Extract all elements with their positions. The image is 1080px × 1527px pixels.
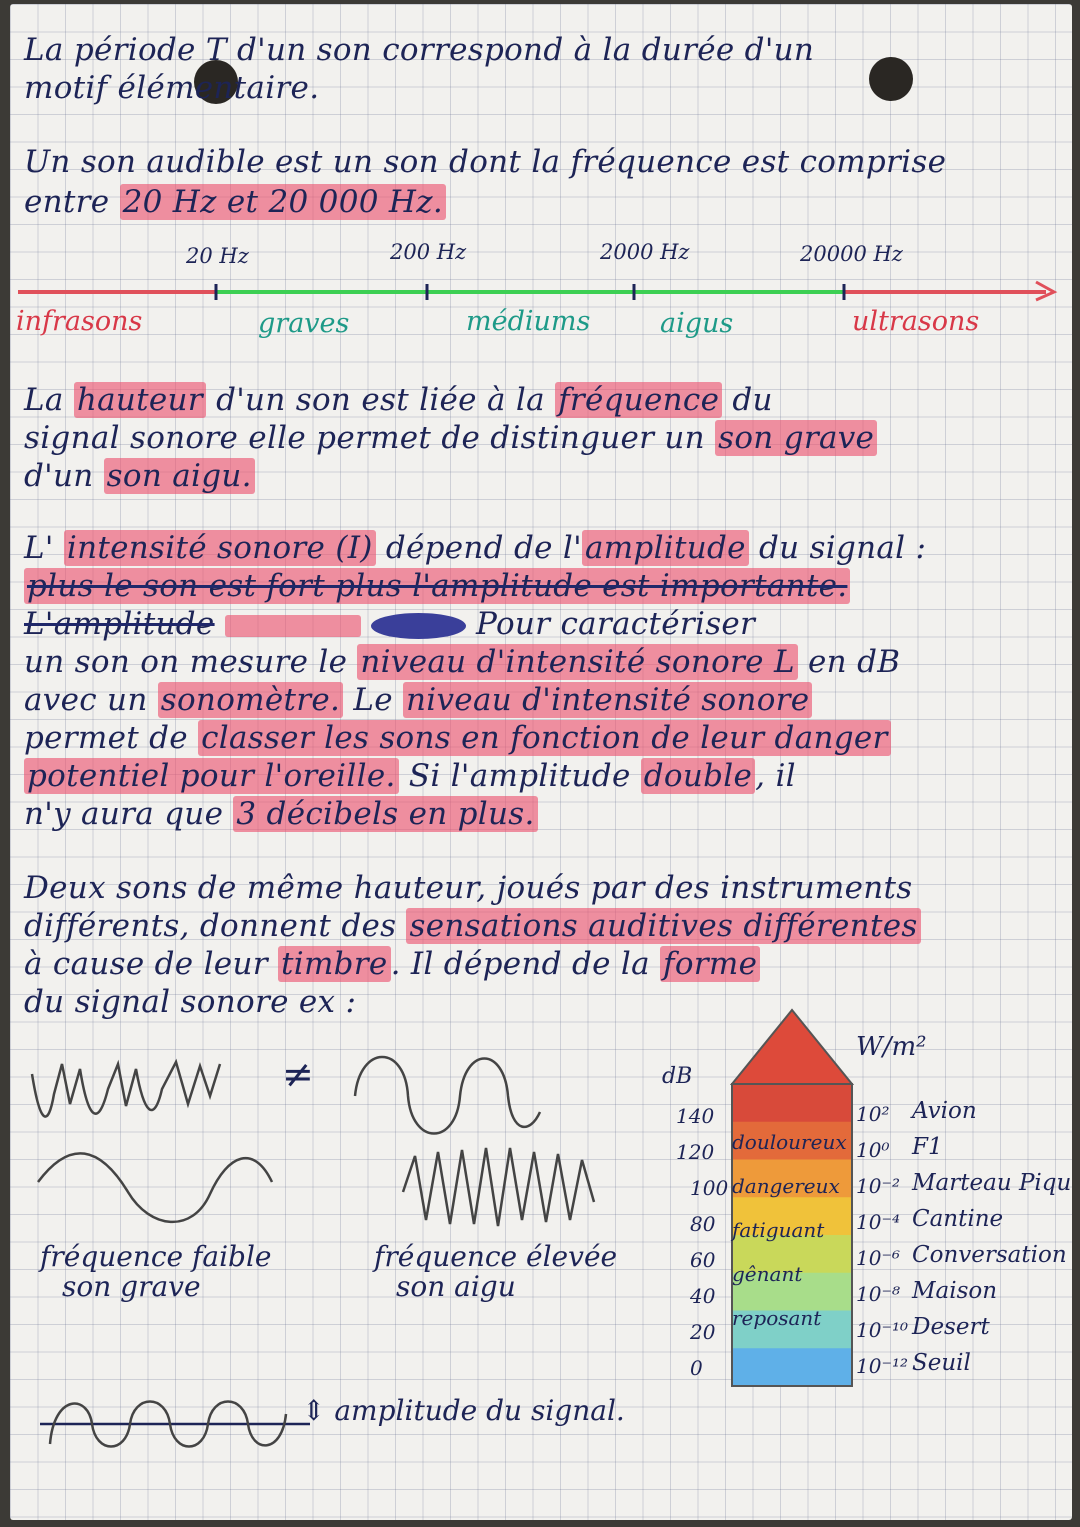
text-line <box>24 568 850 604</box>
axis-tick-label: 20 Hz <box>186 244 249 268</box>
text-line: entre 20 Hz et 20 000 Hz. <box>24 184 446 220</box>
sound-source: Cantine <box>912 1206 1004 1232</box>
text-line: potentiel pour l'oreille. Si l'amplitude double, il <box>24 758 796 794</box>
intensity-value: 10⁻¹⁰ <box>856 1318 909 1342</box>
band-label: ultrasons <box>852 306 980 337</box>
sound-level-tower <box>722 1004 862 1394</box>
struck-text: L'amplitude <box>24 606 215 642</box>
highlight: classer les sons en fonction de leur danger <box>198 720 891 756</box>
text-line: différents, donnent des sensations auditives différentes <box>24 908 921 944</box>
low-frequency-wave <box>38 1153 272 1222</box>
text-line: motif élémentaire. <box>24 70 320 106</box>
text-line: Deux sons de même hauteur, joués par des instruments <box>24 870 913 906</box>
axis-tick-label: 2000 Hz <box>600 240 690 264</box>
intensity-value: 10⁻² <box>856 1174 901 1198</box>
band-label: infrasons <box>16 306 143 337</box>
scale-band <box>732 1084 852 1122</box>
highlight: potentiel pour l'oreille. <box>24 758 399 794</box>
highlight: fréquence <box>555 382 722 418</box>
danger-category: dangereux <box>732 1174 840 1198</box>
sound-source: Maison <box>912 1278 998 1304</box>
highlight: amplitude <box>582 530 749 566</box>
text-line: du signal sonore ex : <box>24 984 357 1020</box>
sound-source: Seuil <box>912 1350 971 1376</box>
text-line: signal sonore elle permet de distinguer un son grave <box>24 420 877 456</box>
text-line: avec un sonomètre. Le niveau d'intensité sonore <box>24 682 812 718</box>
highlight: son grave <box>715 420 877 456</box>
db-value: 80 <box>690 1212 716 1236</box>
db-value: 60 <box>690 1248 716 1272</box>
text-line: n'y aura que 3 décibels en plus. <box>24 796 538 832</box>
db-unit-label: dB <box>662 1064 693 1089</box>
danger-category: douloureux <box>732 1130 847 1154</box>
sound-source: Avion <box>912 1098 977 1124</box>
sound-source: F1 <box>912 1134 943 1160</box>
sound-source: Desert <box>912 1314 990 1340</box>
complex-wave <box>32 1062 220 1117</box>
highlight: niveau d'intensité sonore <box>403 682 812 718</box>
text-line: La hauteur d'un son est liée à la fréquence du <box>24 382 773 418</box>
high-frequency-wave <box>403 1148 594 1226</box>
danger-category: fatiguant <box>732 1218 825 1242</box>
band-label: médiums <box>466 306 591 337</box>
text-line: Un son audible est un son dont la fréquence est comprise <box>24 144 947 180</box>
struck-text: plus le son est fort plus l'amplitude est importante. <box>24 568 850 604</box>
text-line: permet de classer les sons en fonction de leur danger <box>24 720 891 756</box>
highlight: son aigu. <box>104 458 255 494</box>
db-value: 140 <box>676 1104 715 1128</box>
caption-amplitude: ⇕ amplitude du signal. <box>302 1394 625 1427</box>
scale-band <box>732 1348 852 1386</box>
axis-tick-label: 20000 Hz <box>800 242 903 266</box>
highlight: hauteur <box>74 382 206 418</box>
axis-tick-label: 200 Hz <box>390 240 467 264</box>
db-value: 40 <box>690 1284 716 1308</box>
caption-high-frequency: fréquence élevée son aigu <box>374 1240 618 1303</box>
highlight: double <box>641 758 755 794</box>
text-line: L' intensité sonore (I) dépend de l'amplitude du signal : <box>24 530 927 566</box>
db-value: 120 <box>676 1140 715 1164</box>
highlight: intensité sonore (I) <box>64 530 376 566</box>
highlight: 3 décibels en plus. <box>233 796 537 832</box>
caption-low-frequency: fréquence faible son grave <box>40 1240 272 1303</box>
sound-source: Conversation <box>912 1242 1067 1268</box>
highlight: forme <box>660 946 760 982</box>
intensity-unit-label: W/m² <box>856 1032 927 1062</box>
danger-category: gênant <box>732 1262 803 1286</box>
text-line: L'amplitude Pour caractériser <box>24 606 756 642</box>
highlight: timbre <box>278 946 391 982</box>
highlight: niveau d'intensité sonore L <box>357 644 797 680</box>
intensity-value: 10⁻⁸ <box>856 1282 901 1306</box>
intensity-value: 10⁻⁴ <box>856 1210 901 1234</box>
highlight: sonomètre. <box>158 682 343 718</box>
intensity-value: 10⁻¹² <box>856 1354 909 1378</box>
highlight: 20 Hz et 20 000 Hz. <box>120 184 446 220</box>
notebook-page <box>10 4 1072 1520</box>
text-line: d'un son aigu. <box>24 458 255 494</box>
intensity-value: 10⁻⁶ <box>856 1246 901 1270</box>
text-line: un son on mesure le niveau d'intensité sonore L en dB <box>24 644 901 680</box>
text-line: à cause de leur timbre. Il dépend de la forme <box>24 946 760 982</box>
highlight-blank <box>225 615 361 637</box>
not-equal-sign: ≠ <box>282 1052 314 1096</box>
db-value: 0 <box>690 1356 703 1380</box>
band-label: graves <box>258 308 350 339</box>
sound-level-scale <box>650 1004 1072 1404</box>
highlight: sensations auditives différentes <box>406 908 920 944</box>
db-value: 100 <box>690 1176 729 1200</box>
band-label: aigus <box>660 308 734 339</box>
intensity-value: 10⁰ <box>856 1138 890 1162</box>
db-value: 20 <box>690 1320 716 1344</box>
danger-category: reposant <box>732 1306 822 1330</box>
intensity-value: 10² <box>856 1102 890 1126</box>
binder-hole-right <box>869 57 913 101</box>
frequency-axis <box>10 234 1072 354</box>
pure-wave <box>355 1057 540 1134</box>
sound-source: Marteau Piqu <box>912 1170 1072 1196</box>
text-line: La période T d'un son correspond à la durée d'un <box>24 32 815 68</box>
ink-scribble <box>371 613 466 639</box>
